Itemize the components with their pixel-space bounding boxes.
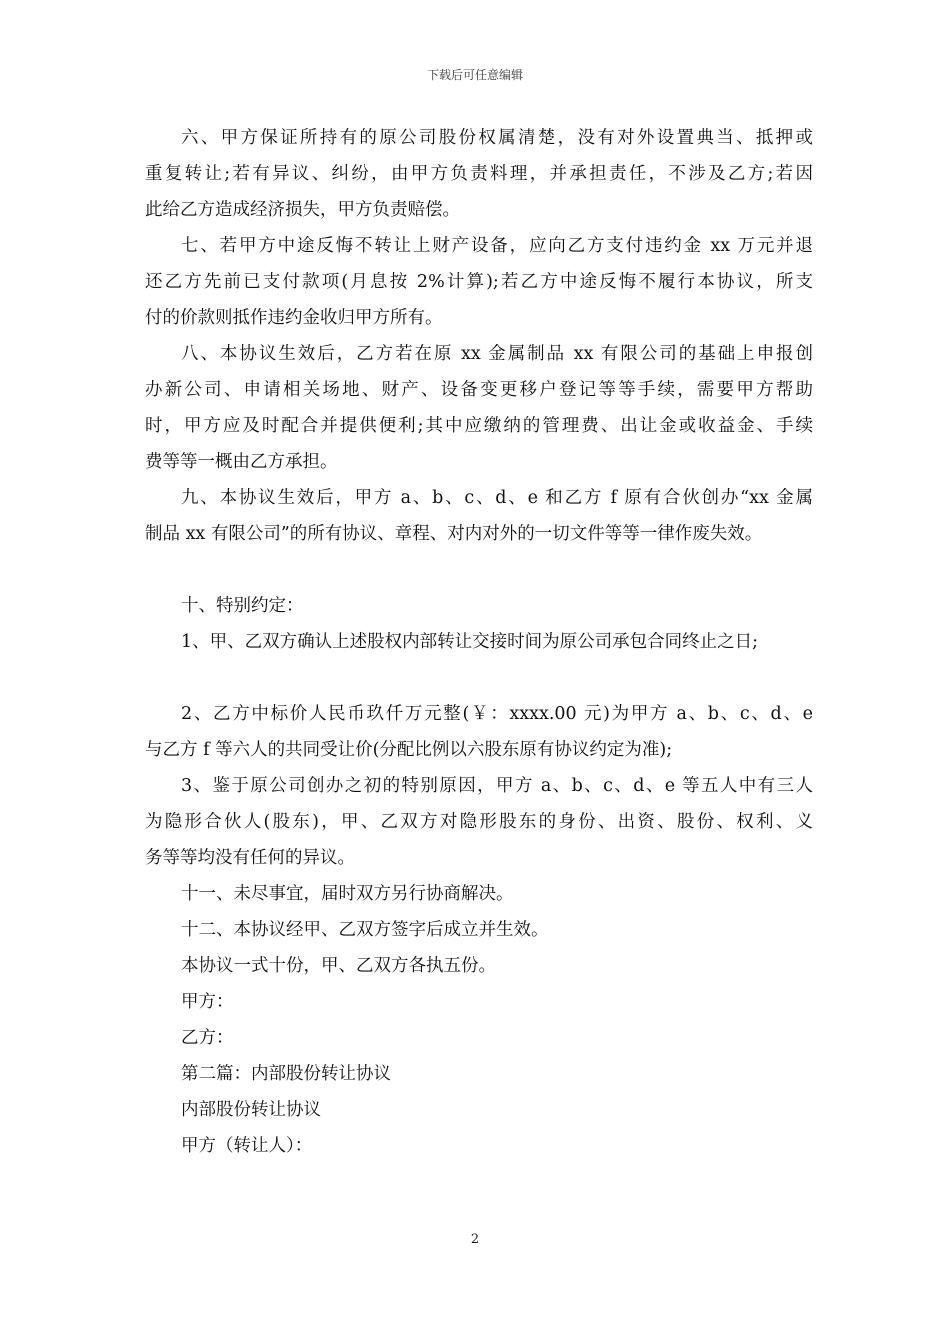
document-body <box>145 120 813 1164</box>
text-line: 甲方： <box>181 992 234 1012</box>
party-a-transferor <box>145 1128 813 1164</box>
text-line: 时，甲方应及时配合并提供便利;其中应缴纳的管理费、出让金或收益金、手续 <box>145 416 813 436</box>
section-title <box>145 1056 813 1092</box>
text-line: 甲方（转让人）： <box>181 1136 313 1156</box>
spacer <box>145 552 813 588</box>
text-line: 六、甲方保证所持有的原公司股份权属清楚，没有对外设置典当、抵押或 <box>181 128 813 148</box>
text-line: 2、乙方中标价人民币玖仟万元整(￥：xxxx.00 元)为甲方 a、b、c、d、e <box>181 704 813 724</box>
clause-7 <box>145 228 813 336</box>
text-line: 为隐形合伙人(股东)，甲、乙双方对隐形股东的身份、出资、股份、权利、义 <box>145 812 813 832</box>
text-line: 务等等均没有任何的异议。 <box>145 848 355 868</box>
clause-10-item-1 <box>145 624 813 660</box>
clause-11 <box>145 876 813 912</box>
text-line: 与乙方 f 等六人的共同受让价(分配比例以六股东原有协议约定为准); <box>145 740 673 760</box>
page-header: 下载后可任意编辑 <box>426 68 523 82</box>
text-line: 十、特别约定： <box>181 596 304 616</box>
clause-9 <box>145 480 813 552</box>
clause-12 <box>145 912 813 948</box>
page-number: 2 <box>470 1232 480 1247</box>
clause-8 <box>145 336 813 480</box>
agreement-title <box>145 1092 813 1128</box>
party-a-signature <box>145 984 813 1020</box>
clause-10-item-3 <box>145 768 813 876</box>
copies-note <box>145 948 813 984</box>
clause-6 <box>145 120 813 228</box>
spacer <box>145 660 813 696</box>
text-line: 1、甲、乙双方确认上述股权内部转让交接时间为原公司承包合同终止之日; <box>181 632 759 652</box>
text-line: 十二、本协议经甲、乙双方签字后成立并生效。 <box>181 920 549 940</box>
text-line: 七、若甲方中途反悔不转让上财产设备，应向乙方支付违约金 xx 万元并退 <box>181 236 813 256</box>
text-line: 此给乙方造成经济损失，甲方负责赔偿。 <box>145 200 460 220</box>
text-line: 第二篇：内部股份转让协议 <box>181 1064 391 1084</box>
text-line: 办新公司、申请相关场地、财产、设备变更移户登记等等手续，需要甲方帮助 <box>145 380 813 400</box>
text-line: 费等等一概由乙方承担。 <box>145 452 338 472</box>
text-line: 付的价款则抵作违约金收归甲方所有。 <box>145 308 443 328</box>
text-line: 内部股份转让协议 <box>181 1100 321 1120</box>
text-line: 重复转让;若有异议、纠纷，由甲方负责料理，并承担责任，不涉及乙方;若因 <box>145 164 813 184</box>
text-line: 乙方： <box>181 1028 234 1048</box>
clause-10-item-2 <box>145 696 813 768</box>
party-b-signature <box>145 1020 813 1056</box>
clause-10-heading <box>145 588 813 624</box>
text-line: 本协议一式十份，甲、乙双方各执五份。 <box>181 956 496 976</box>
text-line: 九、本协议生效后，甲方 a、b、c、d、e 和乙方 f 原有合伙创办“xx 金属 <box>181 488 813 508</box>
text-line: 制品 xx 有限公司”的所有协议、章程、对内对外的一切文件等等一律作废失效。 <box>145 524 763 544</box>
text-line: 八、本协议生效后，乙方若在原 xx 金属制品 xx 有限公司的基础上申报创 <box>181 344 813 364</box>
text-line: 3、鉴于原公司创办之初的特别原因，甲方 a、b、c、d、e 等五人中有三人 <box>181 776 813 796</box>
text-line: 十一、未尽事宜，届时双方另行协商解决。 <box>181 884 514 904</box>
text-line: 还乙方先前已支付款项(月息按 2%计算);若乙方中途反悔不履行本协议，所支 <box>145 272 813 292</box>
